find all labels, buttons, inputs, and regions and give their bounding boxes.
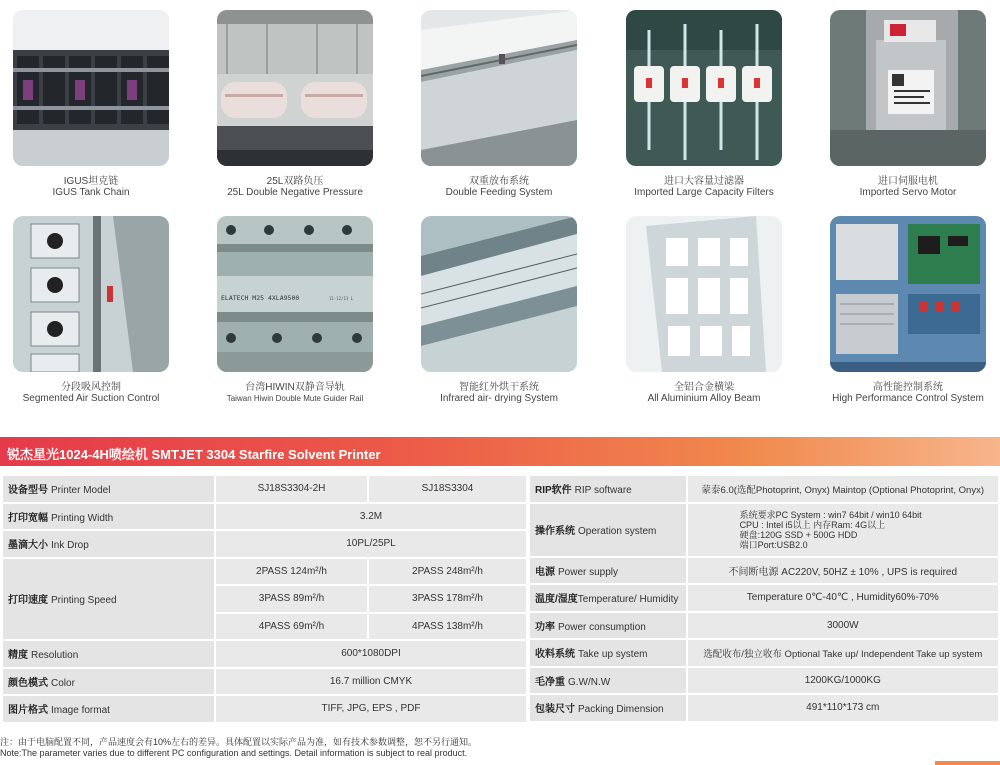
feature-card	[626, 216, 782, 404]
spec-value: 4PASS 69m²/h	[216, 614, 367, 640]
label-en: Printer Model	[51, 485, 111, 497]
spec-value: 2PASS 124m²/h	[216, 559, 367, 585]
spec-value: Temperature 0℃-40℃ , Humidity60%-70%	[688, 585, 998, 611]
label-en: Power consumption	[558, 621, 646, 633]
caption-zh: 25L双路负压	[266, 176, 324, 187]
spec-label	[530, 613, 686, 639]
caption-zh: 分段吸风控制	[61, 382, 121, 393]
servo-motor-photo	[830, 10, 986, 166]
table-row	[530, 585, 998, 611]
label-zh: 温度/湿度	[535, 594, 578, 606]
caption-en: 25L Double Negative Pressure	[227, 187, 363, 198]
aluminium-beam-photo	[626, 216, 782, 372]
label-en: Image format	[51, 705, 110, 717]
feature-caption	[13, 176, 169, 198]
label-en: Printing Width	[51, 512, 114, 524]
feature-card	[830, 216, 986, 404]
feature-card	[626, 10, 782, 198]
label-zh: 毛净重	[535, 676, 565, 688]
table-row	[3, 531, 526, 557]
caption-zh: 进口伺服电机	[878, 176, 938, 187]
label-en: G.W/N.W	[568, 676, 611, 688]
feature-caption	[217, 382, 373, 404]
table-row	[530, 476, 998, 502]
table-row	[530, 640, 998, 666]
spec-label	[3, 669, 214, 695]
feature-card	[421, 10, 577, 198]
caption-en: Taiwan Hiwin Double Mute Guider Rail	[226, 394, 364, 403]
spec-value: 3PASS 178m²/h	[369, 586, 526, 612]
label-en: RIP software	[574, 485, 632, 497]
spec-value: 10PL/25PL	[216, 531, 526, 557]
caption-zh: 双重放布系统	[469, 176, 529, 187]
double-feeding-photo	[421, 10, 577, 166]
spec-label	[530, 558, 686, 584]
feature-caption	[830, 382, 986, 404]
spec-label	[3, 531, 214, 557]
feature-caption	[421, 176, 577, 198]
spec-table-left	[1, 474, 528, 724]
spec-value: 2PASS 248m²/h	[369, 559, 526, 585]
table-row	[530, 668, 998, 694]
spec-value: 3.2M	[216, 504, 526, 530]
label-zh: 收料系统	[535, 649, 575, 661]
feature-caption	[13, 382, 169, 404]
label-zh: 电源	[535, 566, 555, 578]
label-zh: 颜色模式	[8, 677, 48, 689]
spec-label	[530, 476, 686, 502]
label-zh: 功率	[535, 621, 555, 633]
label-zh: 图片格式	[8, 705, 48, 717]
spec-label	[530, 668, 686, 694]
rail-code-text: 11-12/13 L	[329, 296, 354, 301]
negative-pressure-photo	[217, 10, 373, 166]
table-row	[530, 695, 998, 721]
feature-card	[13, 10, 169, 198]
feature-card	[217, 10, 373, 198]
caption-zh: 智能红外烘干系统	[459, 382, 539, 393]
table-row	[530, 613, 998, 639]
label-zh: 打印宽幅	[8, 512, 48, 524]
label-en: Printing Speed	[51, 595, 117, 607]
label-en: Take up system	[578, 649, 648, 661]
product-title-banner	[0, 437, 1000, 466]
filters-photo	[626, 10, 782, 166]
label-en: Packing Dimension	[578, 704, 664, 716]
label-zh: 打印速度	[8, 595, 48, 607]
caption-zh: 高性能控制系统	[873, 382, 943, 393]
spec-value: 4PASS 138m²/h	[369, 614, 526, 640]
spec-value-multiline	[688, 504, 998, 556]
spec-value: 3PASS 89m²/h	[216, 586, 367, 612]
rail-label-text: ELATECH M25 4XLA9500	[221, 294, 300, 302]
label-en: Power supply	[558, 566, 619, 578]
table-row	[3, 504, 526, 530]
air-suction-photo	[13, 216, 169, 372]
table-row	[3, 641, 526, 667]
accent-bar	[935, 761, 1000, 765]
caption-en: Segmented Air Suction Control	[22, 393, 160, 404]
spec-label	[530, 695, 686, 721]
control-system-photo	[830, 216, 986, 372]
os-line: CPU : Intel i5以上 内存Ram: 4G以上	[739, 519, 886, 530]
spec-label	[530, 640, 686, 666]
guide-rail-photo	[217, 216, 373, 372]
label-zh: RIP软件	[535, 485, 572, 497]
footnote-en: Note:The parameter varies due to different PC configuration and settings. Detail information is subject to real product.	[0, 748, 468, 758]
caption-zh: IGUS坦克链	[63, 176, 119, 187]
spec-value: 选配收布/独立收布 Optional Take up/ Independent Take up system	[688, 640, 998, 666]
label-en: Color	[51, 677, 75, 689]
spec-value: 600*1080DPI	[216, 641, 526, 667]
feature-caption	[830, 176, 986, 198]
spec-label	[3, 476, 214, 502]
caption-en: Infrared air- drying System	[440, 393, 558, 404]
caption-zh: 进口大容量过滤器	[664, 176, 744, 187]
os-line: 硬盘:120G SSD + 500G HDD	[739, 529, 858, 540]
tank-chain-photo	[13, 10, 169, 166]
footnote	[0, 737, 477, 759]
spec-label	[530, 585, 686, 611]
table-row	[3, 696, 526, 722]
os-line: 端口Port:USB2.0	[739, 539, 808, 550]
table-row	[530, 558, 998, 584]
caption-en: Double Feeding System	[445, 187, 553, 198]
spec-label	[3, 504, 214, 530]
caption-en: All Aluminium Alloy Beam	[647, 393, 761, 404]
label-en: Operation system	[578, 526, 657, 537]
feature-card	[13, 216, 169, 404]
infrared-drying-photo	[421, 216, 577, 372]
footnote-zh: 注：由于电脑配置不同，产品速度会有10%左右的差异。具体配置以实际产品为准，如有技术参数调整，恕不另行通知。	[0, 737, 478, 747]
spec-value: 3000W	[688, 613, 998, 639]
spec-value: 不间断电源 AC220V, 50HZ ± 10% , UPS is required	[688, 558, 998, 584]
label-zh: 操作系统	[535, 526, 575, 537]
spec-value: SJ18S3304-2H	[216, 476, 367, 502]
caption-en: Imported Large Capacity Filters	[634, 187, 774, 198]
feature-caption	[217, 176, 373, 198]
spec-value: 1200KG/1000KG	[688, 668, 998, 694]
feature-card	[830, 10, 986, 198]
label-zh: 精度	[8, 650, 28, 662]
label-en: Ink Drop	[51, 540, 89, 552]
spec-table-right	[528, 474, 1000, 723]
table-row	[3, 559, 526, 585]
feature-caption	[626, 382, 782, 404]
spec-label	[3, 641, 214, 667]
feature-card	[217, 216, 373, 404]
spec-value: SJ18S3304	[369, 476, 526, 502]
caption-en: High Performance Control System	[832, 393, 984, 404]
feature-card	[421, 216, 577, 404]
caption-zh: 全铝合金横梁	[674, 382, 734, 393]
table-row	[530, 504, 998, 556]
spec-label	[530, 504, 686, 556]
caption-en: IGUS Tank Chain	[52, 187, 130, 198]
spec-value: 蒙泰6.0(选配Photoprint, Onyx) Maintop (Optional Photoprint, Onyx)	[688, 476, 998, 502]
label-zh: 设备型号	[8, 485, 48, 497]
table-row	[3, 476, 526, 502]
spec-label	[3, 696, 214, 722]
caption-en: Imported Servo Motor	[859, 187, 957, 198]
spec-label	[3, 559, 214, 640]
label-en: Temperature/ Humidity	[577, 594, 679, 606]
table-row	[3, 669, 526, 695]
spec-value: TIFF, JPG, EPS , PDF	[216, 696, 526, 722]
caption-zh: 台湾HIWIN双静音导轨	[245, 382, 345, 393]
label-zh: 包装尺寸	[535, 704, 575, 716]
label-zh: 墨滴大小	[8, 540, 48, 552]
product-title: 锐杰星光1024-4H喷绘机 SMTJET 3304 Starfire Solvent Printer	[7, 447, 381, 462]
os-line: 系统要求PC System : win7 64bit / win10 64bit	[739, 509, 922, 520]
label-en: Resolution	[31, 650, 79, 662]
feature-caption	[626, 176, 782, 198]
feature-caption	[421, 382, 577, 404]
spec-value: 491*110*173 cm	[688, 695, 998, 721]
spec-value: 16.7 million CMYK	[216, 669, 526, 695]
